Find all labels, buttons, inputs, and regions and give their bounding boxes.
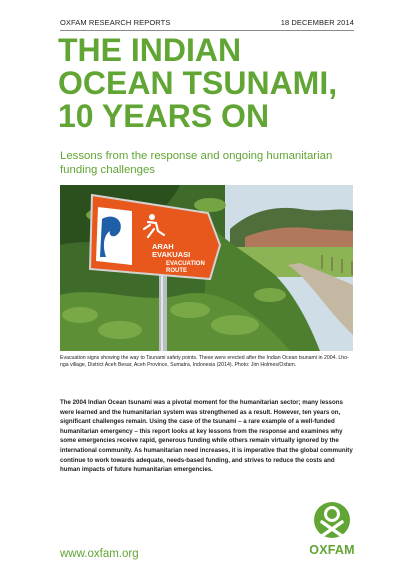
- sign-text-1: ARAH: [152, 242, 174, 251]
- evacuation-sign-photo: [60, 185, 353, 351]
- title-line-2: OCEAN TSUNAMI,: [58, 65, 338, 101]
- report-date: 18 DECEMBER 2014: [280, 18, 354, 27]
- report-title: [58, 34, 358, 133]
- sign-text-2: EVAKUASI: [152, 250, 191, 259]
- website-link[interactable]: www.oxfam.org: [60, 548, 139, 560]
- sign-text-3: EVACUATION: [166, 261, 205, 267]
- oxfam-logo-text: OXFAM: [309, 543, 355, 557]
- title-line-3: 10 YEARS ON: [58, 98, 270, 134]
- oxfam-logo-icon: [307, 500, 357, 544]
- header-divider: [60, 30, 354, 31]
- photo-caption: Evacuation signs showing the way to Tsunami safety points. These were erected after the Indian Ocean tsunami in 2004. Lho-nga village, District Aceh Besar, Aceh Province, Sumatra, Indonesia (2014). Photo: Jim Holmes/Oxfam.: [60, 355, 349, 369]
- report-summary: The 2004 Indian Ocean tsunami was a pivotal moment for the humanitarian sector; many lessons were learned and the humanitarian system was strengthened as a result. However, ten years on, significant challenges remain. Using the case of the tsunami – a rare example of a well-funded humanitarian emergency – this report looks at key lessons from the response and examines why some emergencies receive rapid, generous funding while others remain virtually ignored by the international community. As humanitarian need increases, it is imperative that the global community continue to work towards adequate, needs-based funding, and strives to reduce the costs and human impacts of future humanitarian emergencies.: [60, 399, 353, 474]
- oxfam-logo: [307, 500, 357, 560]
- sign-text-4: ROUTE: [166, 268, 187, 274]
- report-header: [60, 18, 354, 27]
- report-subtitle: Lessons from the response and ongoing humanitarian funding challenges: [60, 150, 333, 176]
- cover-photo: [60, 185, 353, 351]
- report-series: OXFAM RESEARCH REPORTS: [60, 18, 171, 27]
- title-line-1: THE INDIAN: [58, 32, 242, 68]
